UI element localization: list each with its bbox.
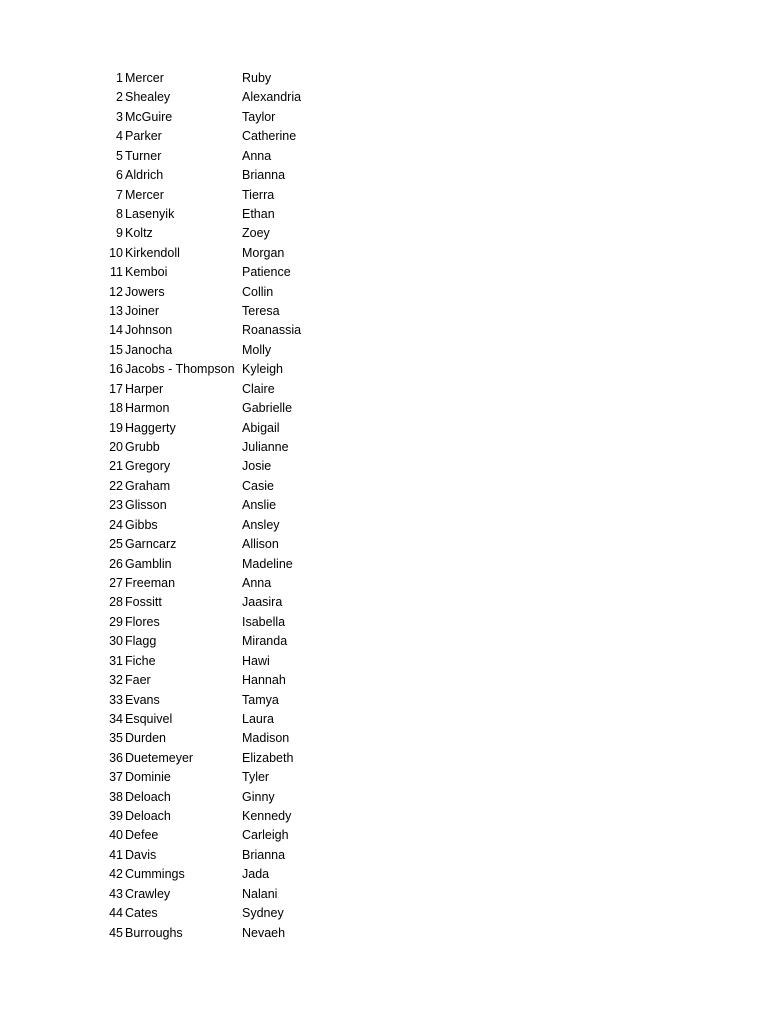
name-row: [0, 88, 768, 107]
row-number: 18: [109, 401, 123, 416]
first-name-cell: Julianne: [242, 440, 289, 455]
last-name-cell: Haggerty: [125, 420, 176, 435]
name-row: [0, 865, 768, 884]
last-name-cell: Jowers: [125, 284, 165, 299]
last-name-cell: Glisson: [125, 498, 167, 513]
first-name-cell: Collin: [242, 284, 274, 299]
first-name-cell: Patience: [242, 265, 291, 280]
first-name-cell: Madison: [242, 731, 290, 746]
name-row: [0, 904, 768, 923]
first-name-cell: Nalani: [242, 886, 278, 901]
row-number: 16: [109, 362, 123, 377]
first-name-cell: Casie: [242, 478, 274, 493]
name-row: [0, 846, 768, 865]
name-row: [0, 69, 768, 88]
last-name-cell: Shealey: [125, 90, 171, 105]
last-name-cell: Grubb: [125, 440, 160, 455]
first-name-cell: Ruby: [242, 71, 272, 85]
first-name-cell: Madeline: [242, 556, 293, 571]
first-name-cell: Brianna: [242, 847, 286, 862]
row-number: 43: [109, 886, 123, 901]
last-name-cell: Garncarz: [125, 537, 177, 552]
row-number: 9: [116, 226, 123, 241]
first-name-cell: Nevaeh: [242, 925, 286, 940]
row-number: 14: [109, 323, 123, 338]
last-name-cell: Evans: [125, 692, 160, 707]
first-name-cell: Anna: [242, 575, 272, 590]
row-number: 3: [116, 109, 123, 124]
last-name-cell: Kirkendoll: [125, 245, 180, 260]
row-number: 44: [109, 906, 123, 921]
name-row: [0, 438, 768, 457]
last-name-cell: Turner: [125, 148, 162, 163]
row-number: 1: [116, 71, 123, 85]
first-name-cell: Ansley: [242, 517, 280, 532]
last-name-cell: Gregory: [125, 459, 171, 474]
name-row: [0, 613, 768, 632]
name-row: [0, 826, 768, 845]
first-name-cell: Alexandria: [242, 90, 302, 105]
first-name-cell: Molly: [242, 342, 272, 357]
row-number: 28: [109, 595, 123, 610]
first-name-cell: Josie: [242, 459, 272, 474]
first-name-cell: Anna: [242, 148, 272, 163]
row-number: 4: [116, 129, 123, 144]
first-name-cell: Tierra: [242, 187, 275, 202]
last-name-cell: Lasenyik: [125, 206, 175, 221]
name-row: [0, 244, 768, 263]
last-name-cell: Harmon: [125, 401, 170, 416]
first-name-cell: Allison: [242, 537, 279, 552]
row-number: 12: [109, 284, 123, 299]
name-row: [0, 555, 768, 574]
row-number: 27: [109, 575, 123, 590]
last-name-cell: Janocha: [125, 342, 173, 357]
name-row: [0, 321, 768, 340]
name-row: [0, 360, 768, 379]
row-number: 21: [109, 459, 123, 474]
first-name-cell: Elizabeth: [242, 750, 294, 765]
first-name-cell: Miranda: [242, 634, 288, 649]
row-number: 26: [109, 556, 123, 571]
name-row: [0, 691, 768, 710]
name-row: [0, 419, 768, 438]
last-name-cell: Flores: [125, 614, 160, 629]
last-name-cell: Johnson: [125, 323, 173, 338]
last-name-cell: Jacobs - Thompson: [125, 362, 235, 377]
last-name-cell: Cates: [125, 906, 158, 921]
name-row: [0, 710, 768, 729]
first-name-cell: Kyleigh: [242, 362, 283, 377]
row-number: 39: [109, 809, 123, 824]
name-row: [0, 632, 768, 651]
name-row: [0, 652, 768, 671]
last-name-cell: Aldrich: [125, 168, 164, 183]
name-row: [0, 496, 768, 515]
first-name-cell: Carleigh: [242, 828, 289, 843]
last-name-cell: McGuire: [125, 109, 173, 124]
name-row: [0, 671, 768, 690]
first-name-cell: Hannah: [242, 673, 286, 688]
first-name-cell: Taylor: [242, 109, 276, 124]
row-number: 38: [109, 789, 123, 804]
last-name-cell: Joiner: [125, 304, 160, 319]
last-name-cell: Freeman: [125, 575, 176, 590]
name-row: [0, 924, 768, 943]
name-row: [0, 108, 768, 127]
first-name-cell: Ethan: [242, 206, 275, 221]
first-name-cell: Brianna: [242, 168, 286, 183]
first-name-cell: Anslie: [242, 498, 277, 513]
last-name-cell: Kemboi: [125, 265, 168, 280]
row-number: 20: [109, 440, 123, 455]
last-name-cell: Davis: [125, 847, 157, 862]
last-name-cell: Faer: [125, 673, 151, 688]
name-row: [0, 788, 768, 807]
name-row: [0, 380, 768, 399]
row-number: 34: [109, 711, 123, 726]
last-name-cell: Deloach: [125, 809, 171, 824]
first-name-cell: Gabrielle: [242, 401, 293, 416]
row-number: 10: [109, 245, 123, 260]
first-name-cell: Laura: [242, 711, 274, 726]
name-row: [0, 399, 768, 418]
row-number: 11: [110, 265, 123, 280]
last-name-cell: Koltz: [125, 226, 153, 241]
first-name-cell: Jaasira: [242, 595, 283, 610]
last-name-cell: Deloach: [125, 789, 171, 804]
name-row: [0, 535, 768, 554]
last-name-cell: Graham: [125, 478, 171, 493]
last-name-cell: Gamblin: [125, 556, 172, 571]
first-name-cell: Zoey: [242, 226, 270, 241]
first-name-cell: Claire: [242, 381, 275, 396]
last-name-cell: Dominie: [125, 770, 171, 785]
first-name-cell: Tamya: [242, 692, 279, 707]
name-row: [0, 729, 768, 748]
row-number: 42: [109, 867, 123, 882]
first-name-cell: Isabella: [242, 614, 286, 629]
row-number: 29: [109, 614, 123, 629]
name-row: [0, 166, 768, 185]
row-number: 25: [109, 537, 123, 552]
last-name-cell: Parker: [125, 129, 162, 144]
name-row: [0, 574, 768, 593]
row-number: 33: [109, 692, 123, 707]
name-row: [0, 749, 768, 768]
row-number: 40: [109, 828, 123, 843]
row-number: 17: [109, 381, 123, 396]
row-number: 5: [116, 148, 123, 163]
row-number: 7: [116, 187, 123, 202]
name-row: [0, 147, 768, 166]
name-row: [0, 283, 768, 302]
last-name-cell: Burroughs: [125, 925, 183, 940]
name-row: [0, 263, 768, 282]
first-name-cell: Catherine: [242, 129, 297, 144]
last-name-cell: Flagg: [125, 634, 157, 649]
row-number: 6: [116, 168, 123, 183]
name-row: [0, 127, 768, 146]
first-name-cell: Morgan: [242, 245, 285, 260]
first-name-cell: Abigail: [242, 420, 280, 435]
last-name-cell: Defee: [125, 828, 159, 843]
row-number: 19: [109, 420, 123, 435]
name-row: [0, 205, 768, 224]
last-name-cell: Crawley: [125, 886, 171, 901]
name-row: [0, 341, 768, 360]
first-name-cell: Hawi: [242, 653, 270, 668]
last-name-cell: Mercer: [125, 187, 164, 202]
row-number: 2: [116, 90, 123, 105]
name-row: [0, 457, 768, 476]
first-name-cell: Kennedy: [242, 809, 292, 824]
first-name-cell: Roanassia: [242, 323, 302, 338]
name-row: [0, 885, 768, 904]
name-row: [0, 807, 768, 826]
last-name-cell: Fossitt: [125, 595, 162, 610]
name-row: [0, 224, 768, 243]
last-name-cell: Esquivel: [125, 711, 173, 726]
name-row: [0, 768, 768, 787]
row-number: 24: [109, 517, 123, 532]
last-name-cell: Mercer: [125, 71, 164, 85]
last-name-cell: Durden: [125, 731, 166, 746]
name-row: [0, 516, 768, 535]
row-number: 8: [116, 206, 123, 221]
row-number: 35: [109, 731, 123, 746]
name-list-sheet: [0, 69, 768, 943]
first-name-cell: Tyler: [242, 770, 270, 785]
last-name-cell: Gibbs: [125, 517, 158, 532]
name-row: [0, 302, 768, 321]
last-name-cell: Harper: [125, 381, 164, 396]
first-name-cell: Teresa: [242, 304, 280, 319]
row-number: 13: [109, 304, 123, 319]
row-number: 32: [109, 673, 123, 688]
name-row: [0, 593, 768, 612]
name-row: [0, 477, 768, 496]
name-row: [0, 186, 768, 205]
row-number: 23: [109, 498, 123, 513]
row-number: 37: [109, 770, 123, 785]
row-number: 15: [109, 342, 123, 357]
first-name-cell: Jada: [242, 867, 270, 882]
last-name-cell: Fiche: [125, 653, 156, 668]
row-number: 31: [109, 653, 123, 668]
row-number: 22: [109, 478, 123, 493]
row-number: 45: [109, 925, 123, 940]
last-name-cell: Cummings: [125, 867, 185, 882]
row-number: 41: [109, 847, 123, 862]
first-name-cell: Ginny: [242, 789, 275, 804]
row-number: 36: [109, 750, 123, 765]
last-name-cell: Duetemeyer: [125, 750, 194, 765]
row-number: 30: [109, 634, 123, 649]
first-name-cell: Sydney: [242, 906, 284, 921]
